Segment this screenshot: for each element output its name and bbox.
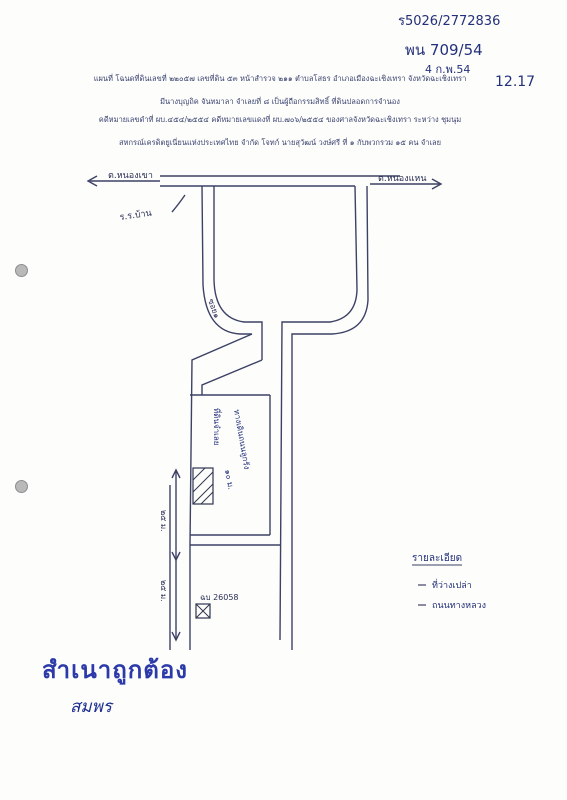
header-line-4: สหกรณ์เครดิตยูเนี่ยนแห่งประเทศไทย จำกัด โจทก์ นายสุวัฒน์ วงษ์ศรี ที่ ๑ กับพวกรวม ๑๕ คน จำเลย	[118, 138, 442, 147]
header-line-1: แผนที่ โฉนดที่ดินเลขที่ ๒๒๐๕๗ เลขที่ดิน ๕๓ หน้าสำรวจ ๒๑๑ ตำบลโสธร อำเภอเมืองฉะเชิงเทรา จังหวัดฉะเชิงเทรา	[93, 74, 467, 83]
label-left-arrow: ต.หนองเขา	[108, 171, 153, 181]
label-meas-1: ๒๕ ม.	[159, 510, 168, 532]
certified-copy-stamp: สำเนาถูกต้อง	[42, 655, 188, 684]
hatched-plot	[193, 468, 213, 504]
header-line-3: คดีหมายเลขดำที่ ผบ.๔๕๔/๒๕๕๔ คดีหมายเลขแดงที่ ผบ.๗๐๖/๒๕๕๔ ของศาลจังหวัดฉะเชิงเทรา ระหว่าง ชุมนุม	[98, 115, 462, 124]
handwritten-ref-top: ร5026/2772836	[398, 14, 501, 29]
stamp-signature: สมพร	[70, 697, 112, 717]
label-school: ร.ร.บ้าน	[119, 208, 153, 223]
handwritten-ref-date: 4 ก.พ.54	[425, 63, 471, 76]
label-right-arrow: ต.หนองแหน	[378, 174, 427, 184]
legend-item-2: ถนนทางหลวง	[432, 601, 487, 611]
label-other-plot: ฉบ 26058	[200, 593, 239, 602]
label-meas-2: ๑๐ ม.	[223, 468, 236, 491]
label-plot-vertical: ทางเดินถนนลูกรัง	[232, 408, 252, 471]
handwritten-ref-second: พน 709/54	[405, 41, 483, 59]
other-plot-box	[196, 604, 210, 618]
header-line-2: มีนางบุญถิค จันทมาลา จำเลยที่ ๘ เป็นผู้ถือกรรมสิทธิ์ ที่ดินปลอดการจำนอง	[160, 97, 400, 106]
handwritten-time: 12.17	[495, 74, 536, 90]
label-plot-note: ที่ดินจำเลย	[212, 408, 221, 446]
label-meas-3: ๒๕ ม.	[159, 580, 168, 602]
legend-title: รายละเอียด	[412, 553, 463, 564]
legend-item-1: ที่ว่างเปล่า	[432, 581, 472, 591]
label-road-diag: ซอย๑	[206, 297, 222, 320]
